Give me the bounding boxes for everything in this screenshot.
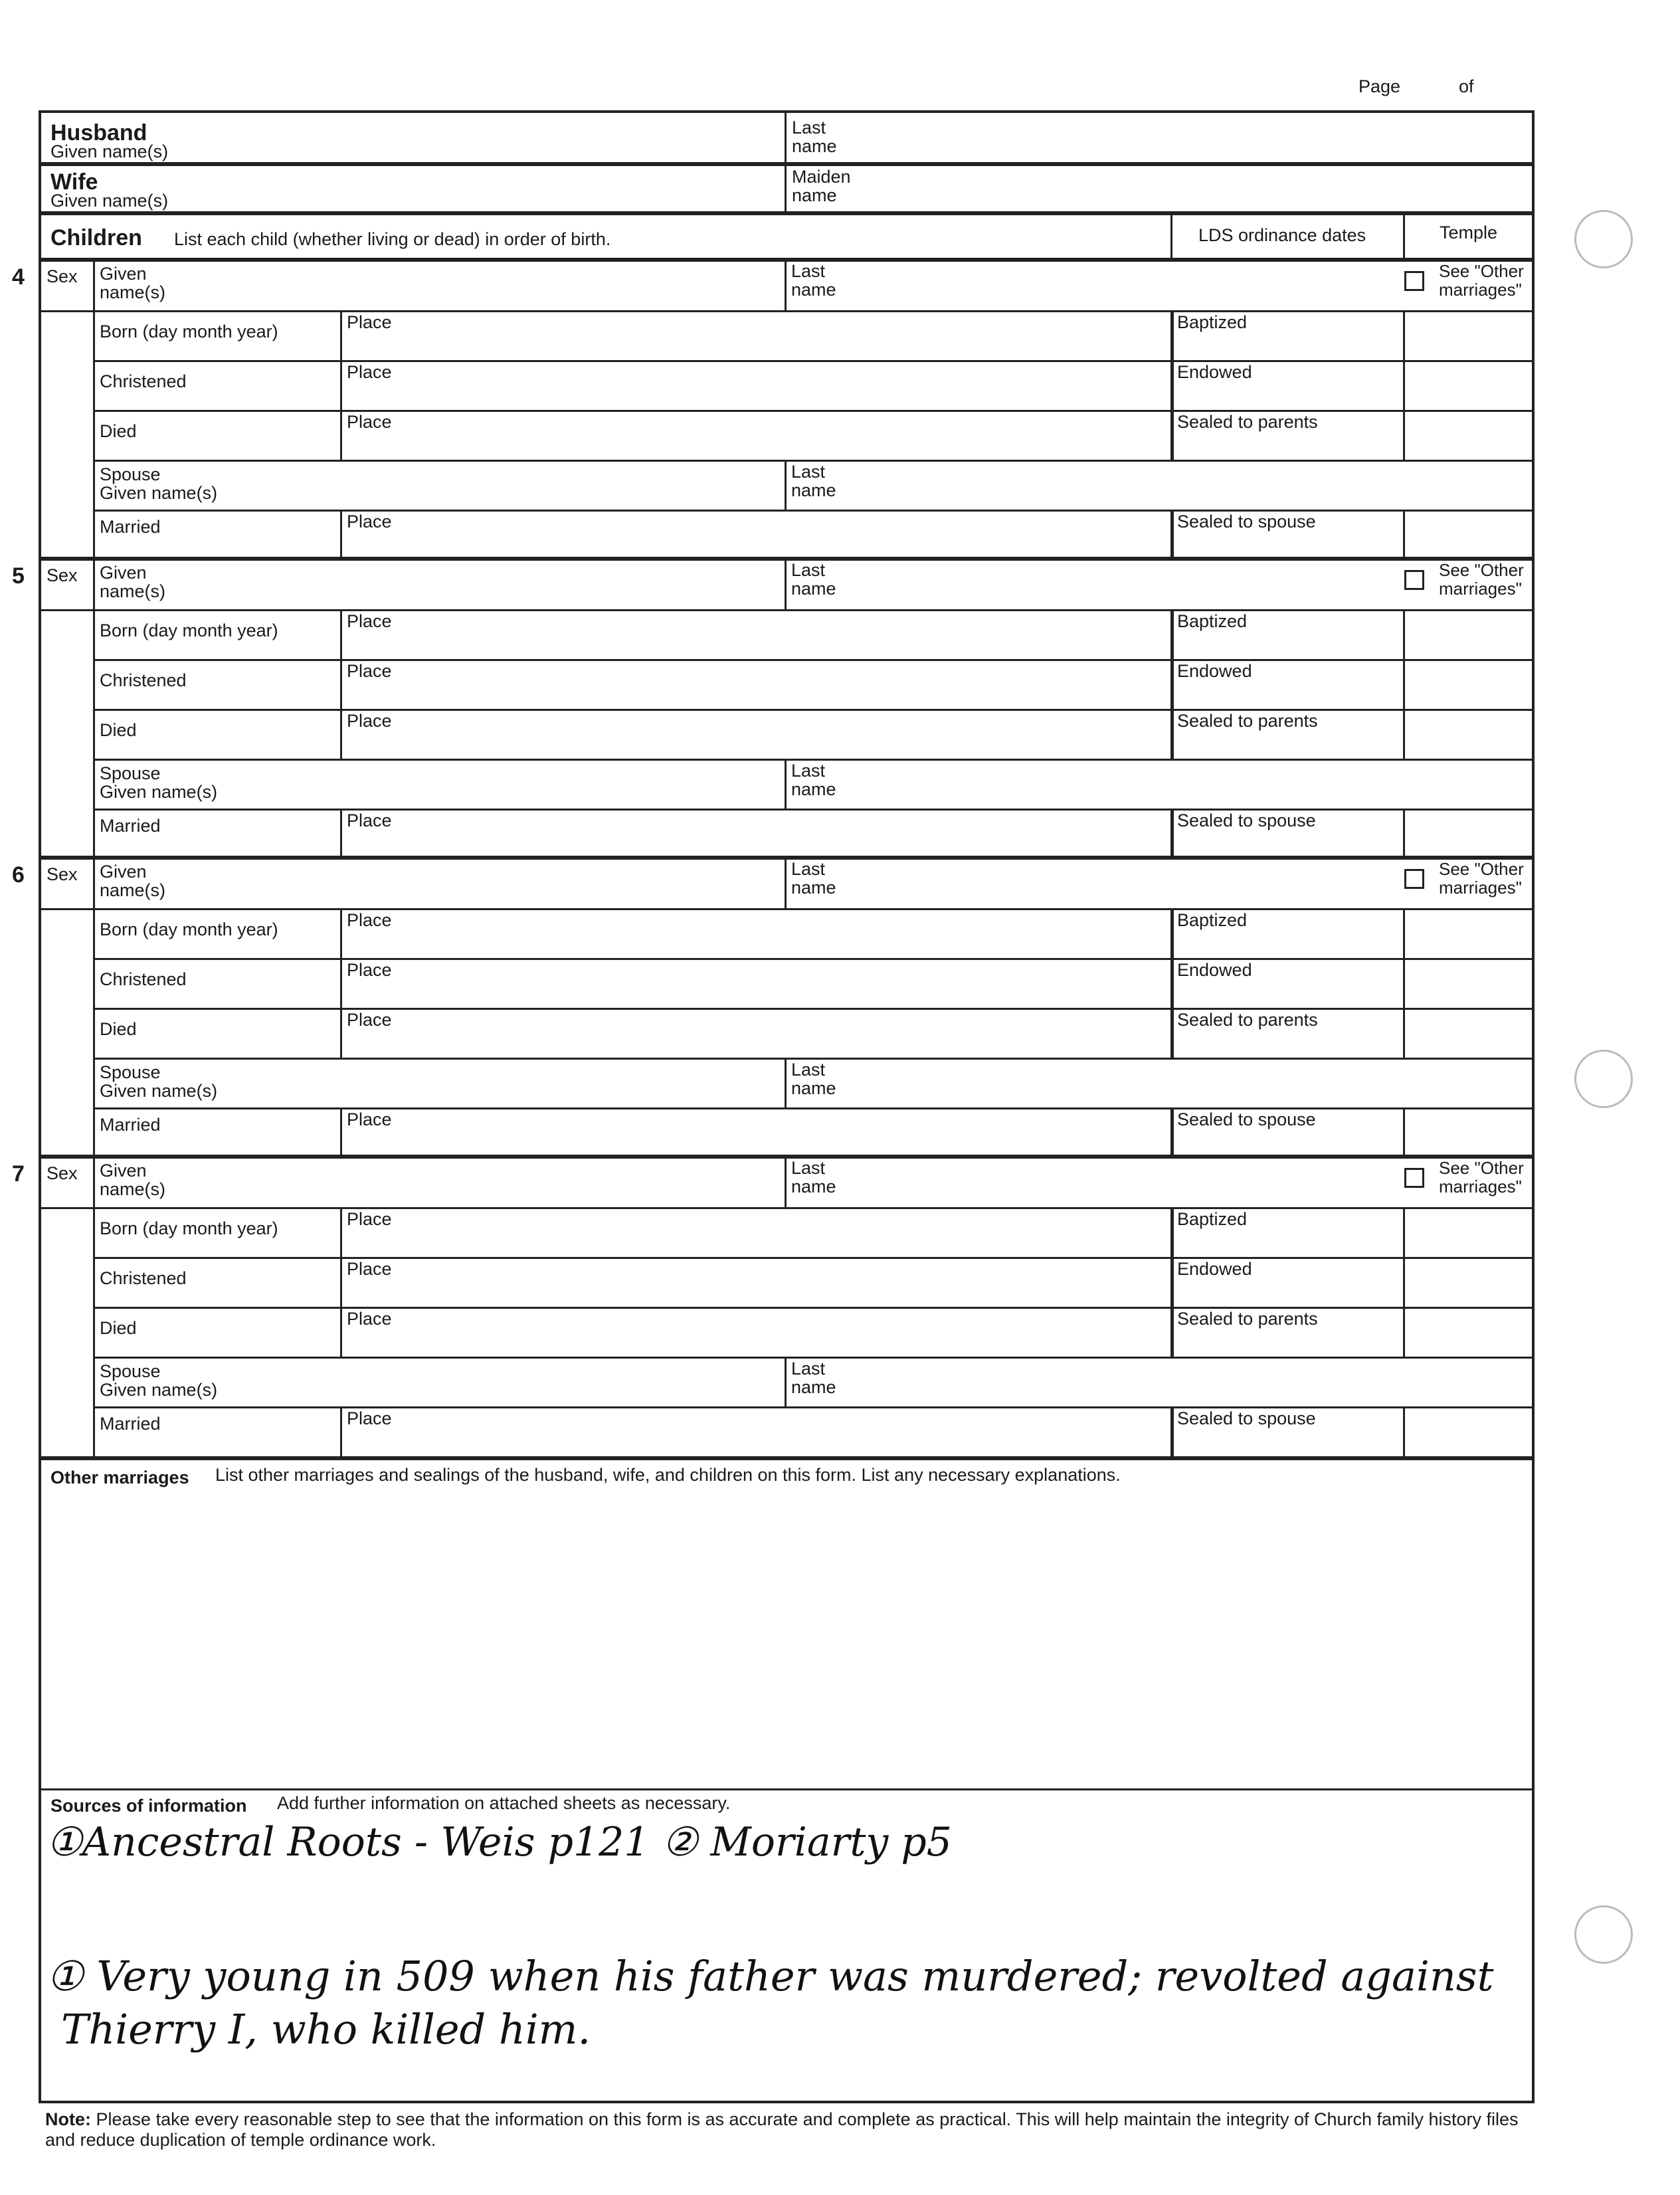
- sealed-to-spouse-label: Sealed to spouse: [1177, 811, 1316, 830]
- last-name-label: Last: [791, 560, 826, 580]
- spouse-last-name-label: Last: [791, 462, 826, 482]
- endowed-label: Endowed: [1177, 362, 1252, 382]
- sealed-to-spouse-label: Sealed to spouse: [1177, 1408, 1316, 1428]
- children-title: Children: [50, 225, 142, 250]
- spouse-last-name-label: Last: [791, 1359, 826, 1379]
- children-instruction: List each child (whether living or dead) in order of birth.: [174, 229, 611, 249]
- see-other-marriages-checkbox[interactable]: [1404, 869, 1424, 889]
- block-divider: [41, 1155, 1533, 1159]
- child-number: 5: [12, 563, 25, 589]
- binder-hole-middle: [1574, 1050, 1633, 1108]
- sealed-to-spouse-label: Sealed to spouse: [1177, 512, 1316, 531]
- spouse-label: Given name(s): [100, 483, 218, 503]
- sex-label: Sex: [47, 266, 78, 286]
- wife-maiden-label-2: name: [792, 185, 837, 205]
- husband-given-label: Given name(s): [50, 142, 169, 161]
- block-divider: [41, 856, 1533, 860]
- last-name-label: name: [791, 1177, 836, 1196]
- place-label: Place: [347, 1408, 392, 1428]
- form-note: [45, 2109, 1527, 2150]
- last-name-label: name: [791, 878, 836, 898]
- wife-maiden-label-1: Maiden: [792, 167, 851, 187]
- sealed_parents-label: Sealed to parents: [1177, 412, 1318, 432]
- died-label: Died: [100, 1019, 137, 1039]
- baptized-label: Baptized: [1177, 1209, 1248, 1229]
- given-label: Given: [100, 563, 147, 583]
- place-label: Place: [347, 661, 392, 681]
- child-number: 7: [12, 1161, 25, 1187]
- christened-label: Christened: [100, 371, 187, 391]
- spouse-label: Spouse: [100, 464, 161, 484]
- last-name-label: name: [791, 280, 836, 300]
- spouse-label: Spouse: [100, 763, 161, 783]
- sealed_parents-label: Sealed to parents: [1177, 711, 1318, 731]
- spouse-last-name-label: name: [791, 779, 836, 799]
- sex-label: Sex: [47, 864, 78, 884]
- spouse-label: Given name(s): [100, 1380, 218, 1400]
- christened-label: Christened: [100, 969, 187, 989]
- other-marriages-instruction: List other marriages and sealings of the husband, wife, and children on this form. List any necessary explanations.: [215, 1465, 1121, 1485]
- sex-label: Sex: [47, 1163, 78, 1183]
- given-label: name(s): [100, 880, 166, 900]
- sources-title: Sources of information: [50, 1796, 247, 1816]
- married-label: Married: [100, 517, 161, 537]
- place-label: Place: [347, 312, 392, 332]
- place-label: Place: [347, 412, 392, 432]
- spouse-last-name-label: name: [791, 480, 836, 500]
- temple-header: Temple: [1440, 223, 1498, 242]
- lds-ordinance-header: LDS ordinance dates: [1198, 225, 1366, 245]
- given-label: name(s): [100, 581, 166, 601]
- sealed_parents-label: Sealed to parents: [1177, 1309, 1318, 1329]
- note-label: Note:: [45, 2109, 91, 2129]
- married-label: Married: [100, 816, 161, 836]
- see-other-marriages-label: marriages": [1439, 280, 1522, 300]
- sources-handwritten-line-1: ①Ancestral Roots - Weis p121 ② Moriarty p5: [47, 1819, 952, 1865]
- born-label: Born (day month year): [100, 919, 278, 939]
- spouse-label: Spouse: [100, 1062, 161, 1082]
- last-name-label: Last: [791, 1158, 826, 1178]
- spouse-label: Given name(s): [100, 782, 218, 802]
- place-label: Place: [347, 512, 392, 531]
- endowed-label: Endowed: [1177, 960, 1252, 980]
- wife-given-label: Given name(s): [50, 191, 169, 211]
- note-text: Please take every reasonable step to see that the information on this form is as accurate and complete as practical. This will help maintain the integrity of Church family history files and reduce duplication of temple ordinance work.: [45, 2109, 1519, 2150]
- husband-last-label-1: Last: [792, 118, 826, 138]
- place-label: Place: [347, 711, 392, 731]
- spouse-label: Spouse: [100, 1361, 161, 1381]
- spouse-last-name-label: name: [791, 1377, 836, 1397]
- sealed-to-spouse-label: Sealed to spouse: [1177, 1109, 1316, 1129]
- place-label: Place: [347, 1309, 392, 1329]
- see-other-marriages-checkbox[interactable]: [1404, 570, 1424, 590]
- husband-last-label-2: name: [792, 136, 837, 156]
- other-marriages-title: Other marriages: [50, 1468, 189, 1487]
- died-label: Died: [100, 421, 137, 441]
- see-other-marriages-label: See "Other: [1439, 560, 1524, 580]
- sources-handwritten-line-3: Thierry I, who killed him.: [61, 2005, 591, 2053]
- married-label: Married: [100, 1414, 161, 1434]
- see-other-marriages-label: See "Other: [1439, 859, 1524, 879]
- spouse-last-name-label: Last: [791, 1060, 826, 1080]
- see-other-marriages-label: marriages": [1439, 1177, 1522, 1196]
- see-other-marriages-checkbox[interactable]: [1404, 271, 1424, 291]
- endowed-label: Endowed: [1177, 1259, 1252, 1279]
- sources-handwritten-line-2: ① Very young in 509 when his father was murdered; revolted against: [47, 1952, 1494, 2000]
- binder-hole-bottom: [1574, 1905, 1633, 1964]
- last-name-label: Last: [791, 859, 826, 879]
- endowed-label: Endowed: [1177, 661, 1252, 681]
- baptized-label: Baptized: [1177, 611, 1248, 631]
- place-label: Place: [347, 362, 392, 382]
- married-label: Married: [100, 1115, 161, 1135]
- last-name-label: Last: [791, 261, 826, 281]
- wife-title: Wife: [50, 169, 98, 195]
- last-name-label: name: [791, 579, 836, 599]
- child-number: 4: [12, 264, 25, 290]
- see-other-marriages-label: marriages": [1439, 579, 1522, 599]
- child-number: 6: [12, 862, 25, 888]
- given-label: Given: [100, 862, 147, 882]
- place-label: Place: [347, 811, 392, 830]
- place-label: Place: [347, 1259, 392, 1279]
- died-label: Died: [100, 1318, 137, 1338]
- see-other-marriages-label: See "Other: [1439, 1158, 1524, 1178]
- place-label: Place: [347, 960, 392, 980]
- place-label: Place: [347, 910, 392, 930]
- christened-label: Christened: [100, 1268, 187, 1288]
- see-other-marriages-label: See "Other: [1439, 261, 1524, 281]
- place-label: Place: [347, 611, 392, 631]
- born-label: Born (day month year): [100, 620, 278, 640]
- sources-instruction: Add further information on attached sheets as necessary.: [277, 1793, 731, 1813]
- husband-title: Husband: [50, 120, 147, 145]
- spouse-last-name-label: Last: [791, 761, 826, 781]
- place-label: Place: [347, 1209, 392, 1229]
- block-divider: [41, 557, 1533, 561]
- given-label: Given: [100, 1161, 147, 1181]
- given-label: Given: [100, 264, 147, 284]
- sealed_parents-label: Sealed to parents: [1177, 1010, 1318, 1030]
- given-label: name(s): [100, 1179, 166, 1199]
- given-label: name(s): [100, 282, 166, 302]
- baptized-label: Baptized: [1177, 312, 1248, 332]
- place-label: Place: [347, 1109, 392, 1129]
- born-label: Born (day month year): [100, 1218, 278, 1238]
- christened-label: Christened: [100, 670, 187, 690]
- baptized-label: Baptized: [1177, 910, 1248, 930]
- spouse-last-name-label: name: [791, 1078, 836, 1098]
- family-group-form: [12, 110, 1535, 2103]
- see-other-marriages-checkbox[interactable]: [1404, 1168, 1424, 1188]
- spouse-label: Given name(s): [100, 1081, 218, 1101]
- place-label: Place: [347, 1010, 392, 1030]
- of-label: of: [1459, 76, 1474, 96]
- binder-hole-top: [1574, 210, 1633, 268]
- page-label: Page: [1358, 76, 1401, 96]
- sex-label: Sex: [47, 565, 78, 585]
- died-label: Died: [100, 720, 137, 740]
- see-other-marriages-label: marriages": [1439, 878, 1522, 898]
- block-divider: [41, 258, 1533, 262]
- born-label: Born (day month year): [100, 322, 278, 341]
